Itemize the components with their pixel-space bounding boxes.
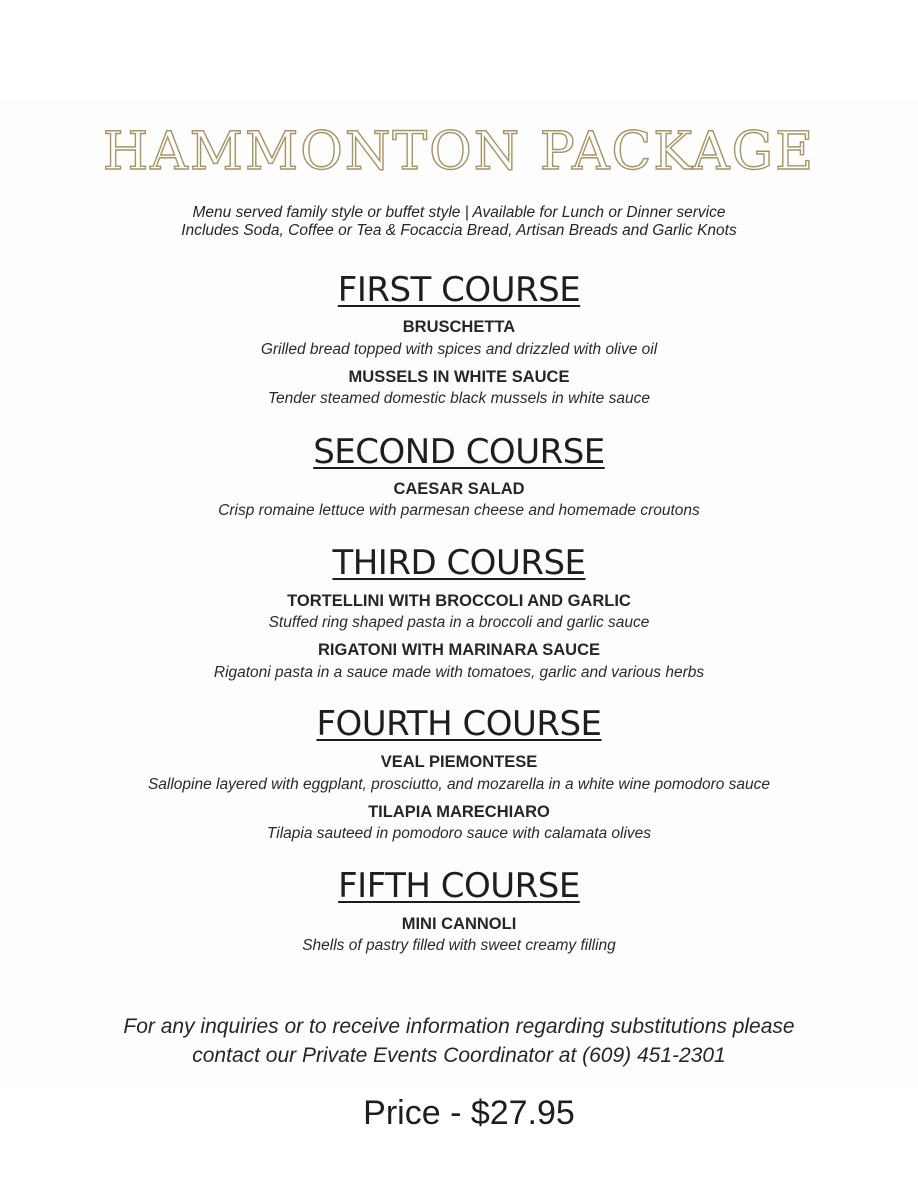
course-title-second: SECOND COURSE [313,432,605,472]
contact-line-2: contact our Private Events Coordinator at (609) 451-2301 [192,1044,726,1067]
dish-description: Sallopine layered with eggplant, prosciutto, and mozarella in a white wine pomodoro sauce [147,776,771,793]
dish-description: Stuffed ring shaped pasta in a broccoli and garlic sauce [268,614,650,631]
course-title-first: FIRST COURSE [337,270,581,310]
intro-line-1: Menu served family style or buffet style | Available for Lunch or Dinner service [192,204,726,221]
dish-name: MUSSELS IN WHITE SAUCE [348,368,570,386]
dish-description: Shells of pastry filled with sweet creamy filling [302,937,616,954]
dish-name: VEAL PIEMONTESE [380,753,538,771]
dish-name: MINI CANNOLI [401,915,517,933]
dish-description: Tender steamed domestic black mussels in white sauce [268,390,650,407]
dish-description: Tilapia sauteed in pomodoro sauce with calamata olives [266,825,652,842]
dish-description: Crisp romaine lettuce with parmesan cheese and homemade croutons [218,502,700,519]
dish-description: Rigatoni pasta in a sauce made with tomatoes, garlic and various herbs [213,664,705,681]
dish-name: CAESAR SALAD [393,480,525,498]
dish-name: TORTELLINI WITH BROCCOLI AND GARLIC [287,592,631,610]
intro-line-2: Includes Soda, Coffee or Tea & Focaccia Bread, Artisan Breads and Garlic Knots [181,222,737,239]
dish-description: Grilled bread topped with spices and drizzled with olive oil [260,341,658,358]
price: Price - $27.95 [363,1094,575,1132]
course-title-fifth: FIFTH COURSE [338,866,580,906]
page-title: HAMMONTON PACKAGE [102,122,816,182]
dish-name: RIGATONI WITH MARINARA SAUCE [317,641,600,659]
dish-name: BRUSCHETTA [402,318,516,336]
course-title-fourth: FOURTH COURSE [316,704,602,744]
course-title-third: THIRD COURSE [332,543,586,583]
dish-name: TILAPIA MARECHIARO [368,803,550,821]
contact-line-1: For any inquiries or to receive information regarding substitutions please [123,1015,795,1038]
